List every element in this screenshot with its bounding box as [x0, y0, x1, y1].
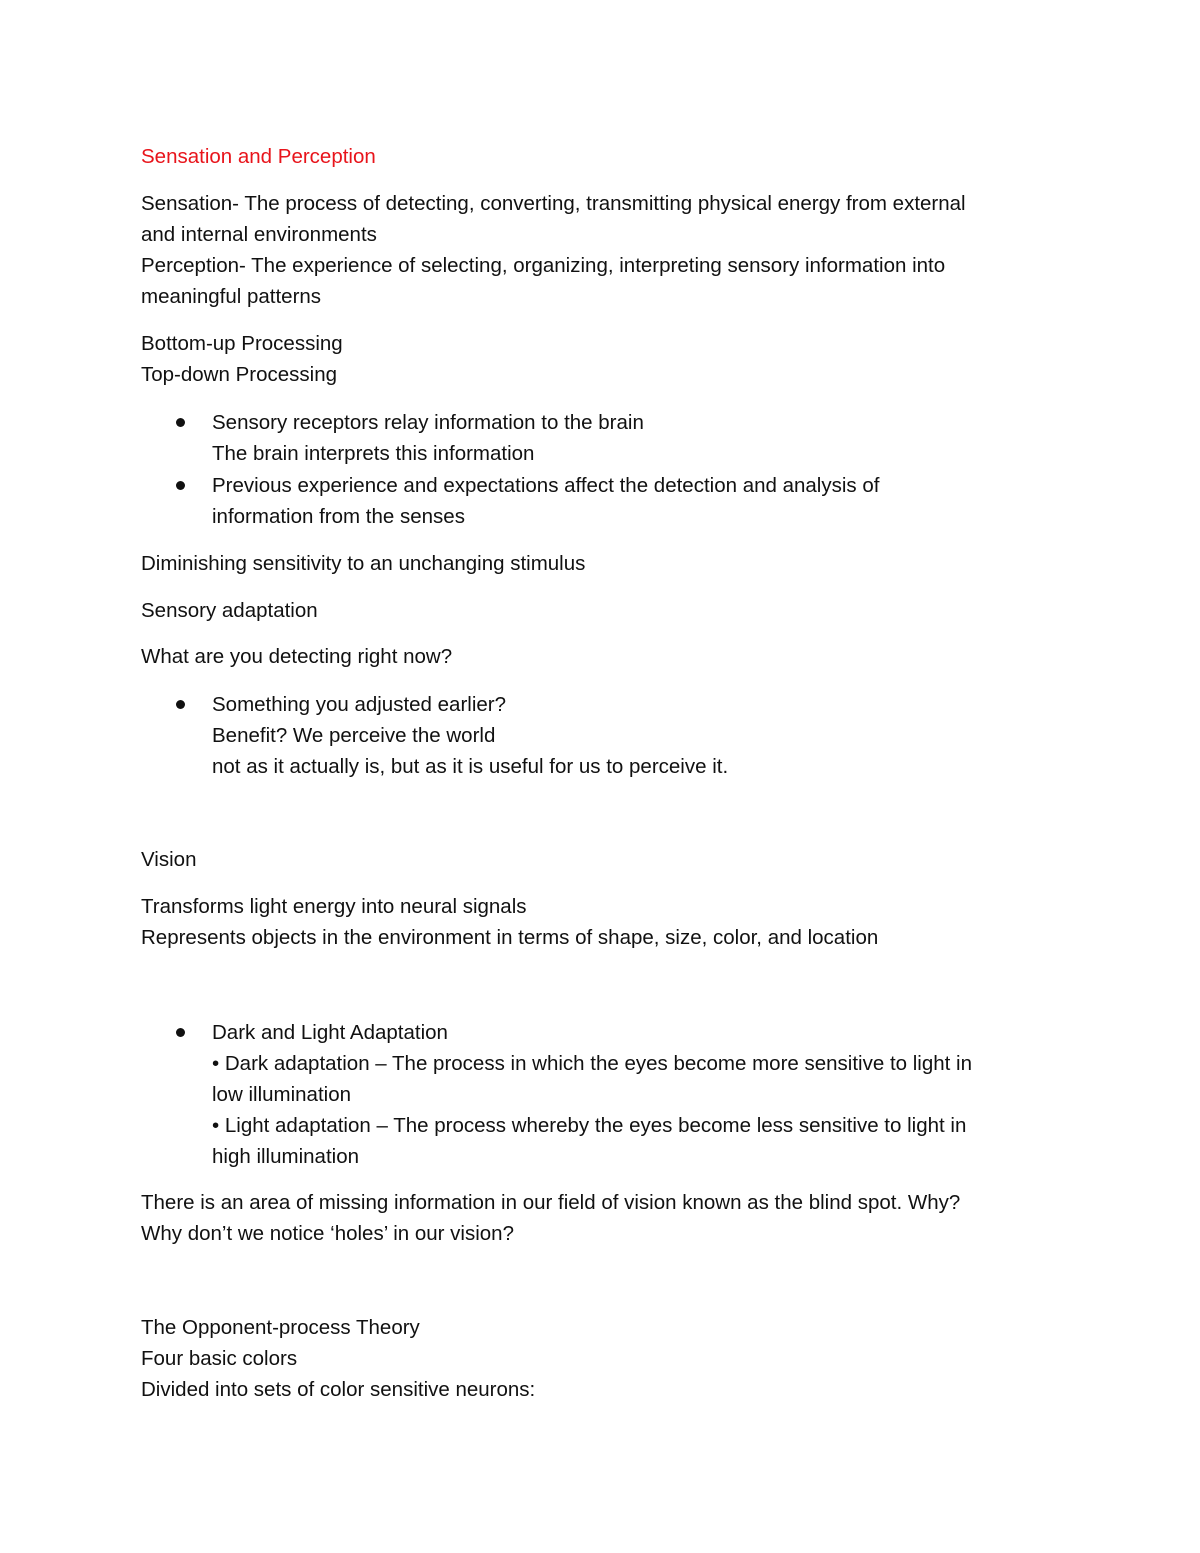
processing-bullet-1-line-1: Sensory receptors relay information to the brain [212, 411, 644, 434]
dark-adaptation-line-2: low illumination [212, 1083, 352, 1106]
vision-line-2: Represents objects in the environment in terms of shape, size, color, and location [141, 926, 879, 949]
dark-adaptation-line-1: • Dark adaptation – The process in which the eyes become more sensitive to light in [212, 1052, 973, 1075]
blind-spot-line-2: Why don’t we notice ‘holes’ in our vision? [141, 1222, 514, 1245]
sensation-definition-line-1: Sensation- The process of detecting, converting, transmitting physical energy from external [141, 192, 966, 215]
bullet-dot-icon [176, 1028, 185, 1037]
opponent-line-1: Four basic colors [141, 1347, 298, 1370]
adaptation-bullet-line-2: Benefit? We perceive the world [212, 724, 496, 747]
vision-line-1: Transforms light energy into neural signals [141, 895, 527, 918]
document-title: Sensation and Perception [141, 145, 376, 168]
sensory-adaptation-term: Sensory adaptation [141, 599, 318, 622]
vision-heading: Vision [141, 848, 197, 871]
bullet-dot-icon [176, 418, 185, 427]
light-adaptation-line-1: • Light adaptation – The process whereby the eyes become less sensitive to light in [212, 1114, 967, 1137]
perception-definition-line-2: meaningful patterns [141, 285, 322, 308]
bottom-up-processing-label: Bottom-up Processing [141, 332, 343, 355]
processing-bullet-1-line-2: The brain interprets this information [212, 442, 535, 465]
perception-definition-line-1: Perception- The experience of selecting, organizing, interpreting sensory information into [141, 254, 946, 277]
sensation-definition-line-2: and internal environments [141, 223, 377, 246]
adaptation-definition: Diminishing sensitivity to an unchanging stimulus [141, 552, 586, 575]
processing-bullet-2-line-2: information from the senses [212, 505, 465, 528]
adaptation-bullet-line-1: Something you adjusted earlier? [212, 693, 507, 716]
bullet-dot-icon [176, 700, 185, 709]
opponent-process-heading: The Opponent-process Theory [141, 1316, 420, 1339]
top-down-processing-label: Top-down Processing [141, 363, 337, 386]
blind-spot-line-1: There is an area of missing information in our field of vision known as the blind spot. Why? [141, 1191, 961, 1214]
bullet-dot-icon [176, 481, 185, 490]
dark-light-adaptation-heading: Dark and Light Adaptation [212, 1021, 448, 1044]
adaptation-bullet-line-3: not as it actually is, but as it is useful for us to perceive it. [212, 755, 729, 778]
processing-bullet-2-line-1: Previous experience and expectations affect the detection and analysis of [212, 474, 880, 497]
opponent-line-2: Divided into sets of color sensitive neurons: [141, 1378, 536, 1401]
detecting-question: What are you detecting right now? [141, 645, 453, 668]
light-adaptation-line-2: high illumination [212, 1145, 360, 1168]
